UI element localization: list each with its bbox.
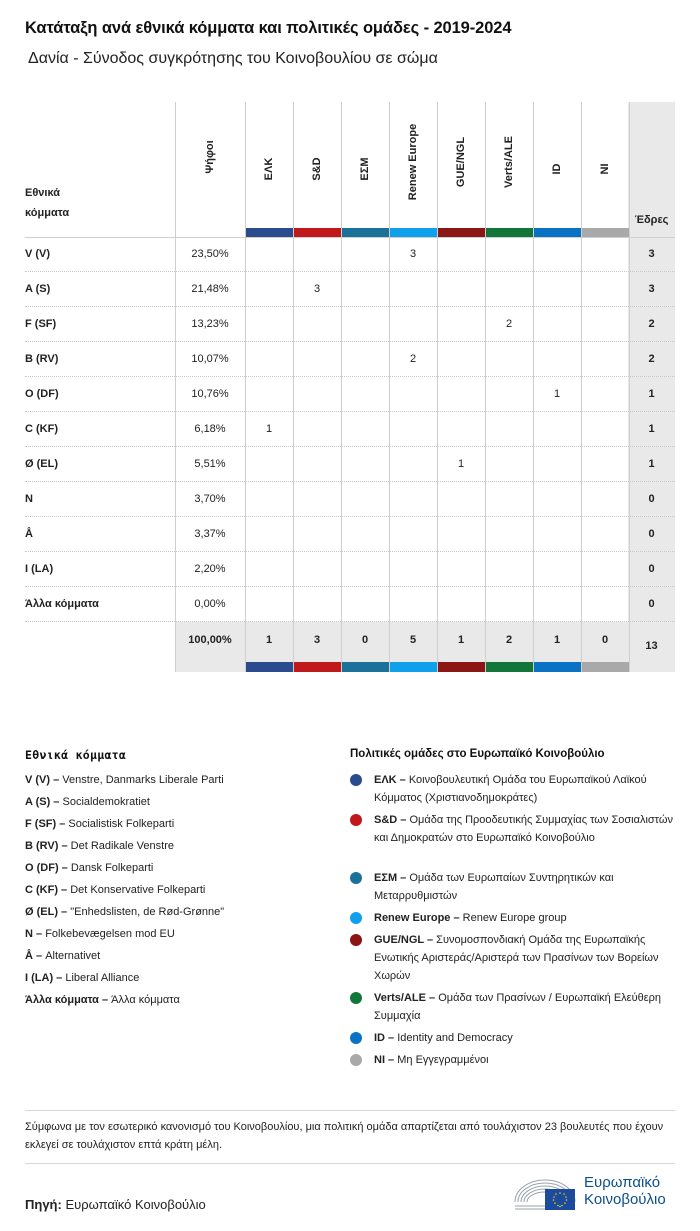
- table-row: [25, 447, 675, 482]
- party-name: N: [25, 493, 33, 505]
- legend-group-abbr: S&D –: [374, 814, 410, 826]
- group-color-strip: [390, 228, 437, 237]
- group-seat-count: 1: [553, 388, 561, 400]
- group-seat-count: 3: [409, 248, 417, 260]
- party-name: Ø (EL): [25, 458, 58, 470]
- legend-party-item: [25, 859, 153, 877]
- total-seats: 0: [648, 493, 655, 505]
- divider: [25, 1163, 675, 1164]
- group-color-strip: [294, 662, 341, 672]
- vote-share: 10,07%: [191, 353, 229, 365]
- footnote: Σύμφωνα με τον εσωτερικό κανονισμό του Κοινοβουλίου, μια πολιτική ομάδα απαρτίζεται από τουλάχιστον 23 βουλευτές που έχουν εκλεγεί σε τουλάχιστον επτά κράτη μέλη.: [25, 1121, 664, 1151]
- page-subtitle: Δανία - Σύνοδος συγκρότησης του Κοινοβουλίου σε σώμα: [28, 50, 438, 67]
- group-total: 1: [457, 634, 465, 646]
- table-row: [25, 342, 675, 377]
- legend-party-abbr: Ø (EL) –: [25, 906, 71, 918]
- group-total: 5: [409, 634, 417, 646]
- total-seats: 0: [648, 563, 655, 575]
- total-seats: 0: [648, 598, 655, 610]
- table-row: [25, 587, 675, 622]
- group-color-dot: [350, 814, 362, 826]
- legend-party-abbr: B (RV) –: [25, 840, 71, 852]
- legend-group-item: [374, 869, 674, 905]
- logo-text: Ευρωπαϊκό Κοινοβούλιο: [584, 1174, 666, 1208]
- legend-group-item: [374, 1029, 674, 1047]
- group-color-strip: [582, 228, 629, 237]
- vote-share: 6,18%: [194, 423, 226, 435]
- party-name: F (SF): [25, 318, 57, 330]
- legend-party-item: [25, 903, 224, 921]
- legend-party-name: Socialistisk Folkeparti: [68, 818, 175, 830]
- legend-party-name: Det Konservative Folkeparti: [70, 884, 206, 896]
- group-total: 2: [505, 634, 513, 646]
- legend-party-abbr: I (LA) –: [25, 972, 66, 984]
- legend-group-item: [374, 1051, 674, 1069]
- group-color-strip: [438, 228, 485, 237]
- group-total: 0: [361, 634, 369, 646]
- total-seats: 1: [648, 388, 655, 400]
- group-color-strip: [246, 662, 293, 672]
- group-color-strip: [294, 228, 341, 237]
- legend-party-name: Alternativet: [45, 950, 101, 962]
- vote-share: 5,51%: [194, 458, 226, 470]
- party-name: I (LA): [25, 563, 54, 575]
- legend-party-name: Liberal Alliance: [65, 972, 140, 984]
- group-header-ni: NI: [599, 163, 611, 175]
- legend-group-item: [374, 909, 674, 927]
- group-color-dot: [350, 1032, 362, 1044]
- group-color-dot: [350, 872, 362, 884]
- total-seats: 3: [648, 248, 655, 260]
- group-color-strip: [438, 662, 485, 672]
- party-name: O (DF): [25, 388, 59, 400]
- group-color-dot: [350, 1054, 362, 1066]
- legend-group-abbr: ΕΣΜ –: [374, 872, 410, 884]
- party-name: B (RV): [25, 353, 59, 365]
- party-name: V (V): [25, 248, 51, 260]
- group-color-dot: [350, 992, 362, 1004]
- legend-party-name: Dansk Folkeparti: [70, 862, 154, 874]
- table-row: [25, 307, 675, 342]
- legend-group-abbr: ΕΛΚ –: [374, 774, 409, 786]
- legend-group-name: Identity and Democracy: [397, 1032, 513, 1044]
- party-name: C (KF): [25, 423, 58, 435]
- legend-party-abbr: C (KF) –: [25, 884, 71, 896]
- legend-party-item: [25, 947, 100, 965]
- legend-party-item: [25, 991, 180, 1009]
- legend-group-item: [374, 811, 674, 847]
- legend-group-abbr: GUE/NGL –: [374, 934, 437, 946]
- group-color-strip: [342, 662, 389, 672]
- legend-party-name: Venstre, Danmarks Liberale Parti: [62, 774, 224, 786]
- group-color-dot: [350, 912, 362, 924]
- group-color-strip: [342, 228, 389, 237]
- party-name: A (S): [25, 283, 51, 295]
- total-seats: 2: [648, 353, 655, 365]
- party-column-header: [25, 183, 69, 223]
- grand-total-seats: 13: [645, 640, 658, 652]
- table-row: [25, 272, 675, 307]
- legend-party-name: Άλλα κόμματα: [111, 994, 180, 1006]
- legend-group-item: [374, 989, 674, 1025]
- legend-party-item: [25, 925, 175, 943]
- legend-party-abbr: N –: [25, 928, 46, 940]
- group-color-strip: [534, 662, 581, 672]
- legend-group-name: Ομάδα των Ευρωπαίων Συντηρητικών και Μεταρρυθμιστών: [374, 872, 614, 902]
- legend-party-abbr: Άλλα κόμματα –: [25, 994, 112, 1006]
- table-row: [25, 552, 675, 587]
- seats-column-header: Έδρες: [634, 214, 669, 226]
- group-header-sd: S&D: [311, 157, 323, 181]
- legend-party-name: Folkebevægelsen mod EU: [45, 928, 175, 940]
- vote-share: 3,70%: [194, 493, 226, 505]
- group-seat-count: 1: [457, 458, 465, 470]
- vote-share: 10,76%: [191, 388, 229, 400]
- group-color-strip: [390, 662, 437, 672]
- party-name: Άλλα κόμματα: [25, 598, 99, 610]
- vote-share: 13,23%: [191, 318, 229, 330]
- party-header-line: κόμματα: [25, 207, 70, 219]
- ep-logo: [512, 1172, 682, 1212]
- legend-party-item: [25, 837, 174, 855]
- table-row: [25, 412, 675, 447]
- legend-group-abbr: ID –: [374, 1032, 398, 1044]
- parliament-hemicycle-icon: [512, 1172, 578, 1212]
- group-color-strip: [582, 662, 629, 672]
- legend-party-item: [25, 881, 205, 899]
- group-header-re: Renew Europe: [407, 123, 419, 201]
- legend-party-name: Socialdemokratiet: [62, 796, 150, 808]
- legend-party-abbr: A (S) –: [25, 796, 63, 808]
- group-total: 1: [265, 634, 273, 646]
- group-header-greens: Verts/ALE: [503, 136, 515, 188]
- legend-party-name: Det Radikale Venstre: [70, 840, 174, 852]
- party-name: Å: [25, 528, 33, 540]
- legend-group-name: Συνομοσπονδιακή Ομάδα της Ευρωπαϊκής Ενωτικής Αριστεράς/Αριστερά των Πρασίνων των Βορείων Χωρών: [374, 934, 659, 982]
- legend-group-name: Ομάδα των Πρασίνων / Ευρωπαϊκή Ελεύθερη Συμμαχία: [374, 992, 661, 1022]
- legend-group-abbr: Renew Europe –: [374, 912, 463, 924]
- legend-group-abbr: NI –: [374, 1054, 398, 1066]
- political-groups-legend-title: Πολιτικές ομάδες στο Ευρωπαϊκό Κοινοβούλιο: [350, 748, 605, 760]
- total-seats: 1: [648, 423, 655, 435]
- group-color-strip: [534, 228, 581, 237]
- legend-group-item: [374, 771, 674, 807]
- group-total: 0: [601, 634, 609, 646]
- party-header-line: Εθνικά: [25, 187, 60, 199]
- group-seat-count: 2: [409, 353, 417, 365]
- legend-group-name: Μη Εγγεγραμμένοι: [397, 1054, 489, 1066]
- table-row: [25, 482, 675, 517]
- legend-group-name: Κοινοβουλευτική Ομάδα του Ευρωπαϊκού Λαϊκού Κόμματος (Χριστιανοδημοκράτες): [374, 774, 647, 804]
- legend-party-item: [25, 793, 150, 811]
- group-header-epp: ΕΛΚ: [263, 157, 275, 181]
- seats-table: [25, 102, 675, 674]
- group-color-dot: [350, 934, 362, 946]
- source-value: Ευρωπαϊκό Κοινοβούλιο: [65, 1197, 206, 1212]
- page-title: Κατάταξη ανά εθνικά κόμματα και πολιτικές ομάδες - 2019-2024: [25, 19, 512, 37]
- group-header-gue: GUE/NGL: [455, 136, 467, 188]
- legend-party-abbr: Å –: [25, 950, 46, 962]
- table-row: [25, 237, 675, 272]
- group-seat-count: 1: [265, 423, 273, 435]
- legend-group-name: Ομάδα της Προοδευτικής Συμμαχίας των Σοσιαλιστών και Δημοκρατών στο Ευρωπαϊκό Κοινοβούλιο: [374, 814, 673, 844]
- vote-share: 23,50%: [191, 248, 229, 260]
- vote-share: 3,37%: [194, 528, 226, 540]
- table-row: [25, 377, 675, 412]
- legend-party-item: [25, 815, 174, 833]
- group-header-ecr: ΕΣΜ: [359, 157, 371, 181]
- total-seats: 2: [648, 318, 655, 330]
- group-seat-count: 3: [313, 283, 321, 295]
- total-seats: 3: [648, 283, 655, 295]
- source-line: [25, 1197, 206, 1212]
- legend-party-abbr: V (V) –: [25, 774, 63, 786]
- group-color-dot: [350, 774, 362, 786]
- source-label: Πηγή:: [25, 1197, 62, 1212]
- legend-party-abbr: F (SF) –: [25, 818, 69, 830]
- legend-party-item: [25, 771, 224, 789]
- group-seat-count: 2: [505, 318, 513, 330]
- legend-party-abbr: O (DF) –: [25, 862, 71, 874]
- total-seats: 1: [648, 458, 655, 470]
- group-total: 3: [313, 634, 321, 646]
- legend-group-item: [374, 931, 674, 985]
- table-row: [25, 517, 675, 552]
- legend-group-name: Renew Europe group: [462, 912, 567, 924]
- group-total: 1: [553, 634, 561, 646]
- total-votes: 100,00%: [188, 634, 232, 646]
- group-color-strip: [486, 228, 533, 237]
- vote-share: 2,20%: [194, 563, 226, 575]
- vote-share: 0,00%: [194, 598, 226, 610]
- vote-share: 21,48%: [191, 283, 229, 295]
- group-color-strip: [486, 662, 533, 672]
- divider: [25, 1110, 675, 1111]
- national-parties-legend-title: Εθνικά κόμματα: [25, 748, 127, 762]
- legend-group-abbr: Verts/ALE –: [374, 992, 439, 1004]
- group-header-id: ID: [551, 163, 563, 175]
- legend-party-name: "Enhedslisten, de Rød-Grønne": [70, 906, 225, 918]
- votes-column-header: Ψήφοι: [204, 140, 216, 174]
- total-seats: 0: [648, 528, 655, 540]
- group-color-strip: [246, 228, 293, 237]
- legend-party-item: [25, 969, 139, 987]
